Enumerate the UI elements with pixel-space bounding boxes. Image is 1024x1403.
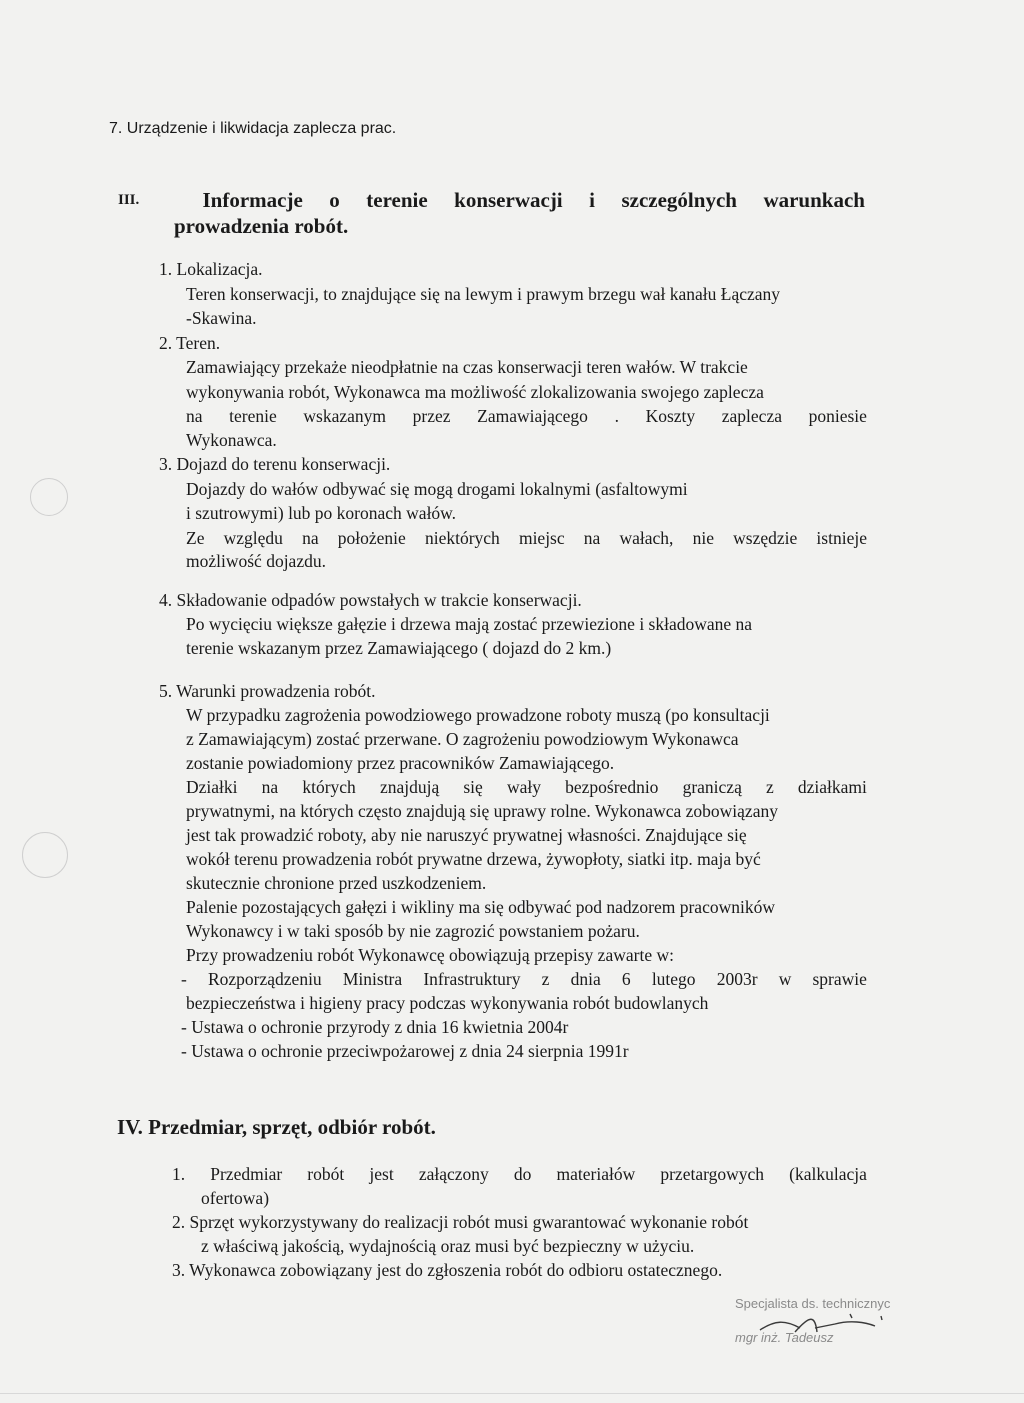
s3-item5-text: z Zamawiającym) zostać przerwane. O zagrożeniu powodziowym Wykonawca xyxy=(186,729,739,749)
s3-item5-text: prywatnymi, na których często znajdują się uprawy rolne. Wykonawca zobowiązany xyxy=(186,801,778,821)
s4-item2-text: z właściwą jakością, wydajnością oraz musi być bezpieczny w użyciu. xyxy=(201,1236,695,1256)
s3-item2-text: Zamawiający przekaże nieodpłatnie na czas konserwacji teren wałów. W trakcie xyxy=(186,357,748,377)
stamp-name: mgr inż. Tadeusz xyxy=(735,1330,834,1345)
s3-item4-heading: 4. Składowanie odpadów powstałych w trakcie konserwacji. xyxy=(159,590,582,610)
s3-item5-text: W przypadku zagrożenia powodziowego prowadzone roboty muszą (po konsultacji xyxy=(186,705,770,725)
section-4-heading: IV. Przedmiar, sprzęt, odbiór robót. xyxy=(117,1115,436,1139)
s3-item3-heading: 3. Dojazd do terenu konserwacji. xyxy=(159,454,391,474)
s3-item3-text: Ze względu na położenie niektórych miejsc na wałach, nie wszędzie istnieje xyxy=(186,528,867,548)
section-3-title-line1: III. Informacje o terenie konserwacji i szczególnych warunkach xyxy=(118,188,865,212)
s3-item5-text: zostanie powiadomiony przez pracowników Zamawiającego. xyxy=(186,753,615,773)
s3-item5-text: Działki na których znajdują się wały bezpośrednio graniczą z działkami xyxy=(186,777,867,797)
s3-item1-heading: 1. Lokalizacja. xyxy=(159,259,263,279)
s3-item3-text: Dojazdy do wałów odbywać się mogą drogami lokalnymi (asfaltowymi xyxy=(186,479,688,499)
s3-item3-text: i szutrowymi) lub po koronach wałów. xyxy=(186,503,457,523)
s3-item5-text: Przy prowadzeniu robót Wykonawcę obowiązują przepisy zawarte w: xyxy=(186,945,674,965)
s3-item2-heading: 2. Teren. xyxy=(159,333,221,353)
s3-item3-text: możliwość dojazdu. xyxy=(186,551,326,571)
s3-item5-text: - Ustawa o ochronie przeciwpożarowej z dnia 24 sierpnia 1991r xyxy=(181,1041,629,1061)
s3-item5-text: - Ustawa o ochronie przyrody z dnia 16 kwietnia 2004r xyxy=(181,1017,569,1037)
official-stamp xyxy=(735,1296,915,1346)
section-number: III. xyxy=(118,192,140,208)
s4-item1-text: 1. Przedmiar robót jest załączony do materiałów przetargowych (kalkulacja xyxy=(172,1164,867,1184)
s3-item2-text: Wykonawca. xyxy=(186,430,277,450)
s3-item5-text: wokół terenu prowadzenia robót prywatne drzewa, żywopłoty, siatki itp. maja być xyxy=(186,849,761,869)
s3-item2-text: na terenie wskazanym przez Zamawiającego . Koszty zaplecza poniesie xyxy=(186,406,867,426)
s4-item1-text: ofertowa) xyxy=(201,1188,270,1208)
section-3-heading xyxy=(118,187,865,238)
s4-item3-text: 3. Wykonawca zobowiązany jest do zgłoszenia robót do odbioru ostatecznego. xyxy=(172,1260,723,1280)
s3-item5-text: skutecznie chronione przed uszkodzeniem. xyxy=(186,873,487,893)
s3-item5-text: bezpieczeństwa i higieny pracy podczas wykonywania robót budowlanych xyxy=(186,993,709,1013)
s3-item5-heading: 5. Warunki prowadzenia robót. xyxy=(159,681,376,701)
s3-item5-text: jest tak prowadzić roboty, aby nie naruszyć prywatnej własności. Znajdujące się xyxy=(186,825,747,845)
s3-item1-text: -Skawina. xyxy=(186,308,257,328)
s3-item4-text: terenie wskazanym przez Zamawiającego ( dojazd do 2 km.) xyxy=(186,638,612,658)
s3-item2-text: wykonywania robót, Wykonawca ma możliwość zlokalizowania swojego zaplecza xyxy=(186,382,764,402)
top-item: 7. Urządzenie i likwidacja zaplecza prac. xyxy=(109,120,397,137)
stamp-title: Specjalista ds. technicznyc xyxy=(735,1296,891,1311)
punch-hole-top xyxy=(30,478,68,516)
section-3-title-line2: prowadzenia robót. xyxy=(174,214,349,238)
s4-item2-text: 2. Sprzęt wykorzystywany do realizacji robót musi gwarantować wykonanie robót xyxy=(172,1212,749,1232)
s3-item1-text: Teren konserwacji, to znajdujące się na lewym i prawym brzegu wał kanału Łączany xyxy=(186,284,781,304)
page-bottom-edge xyxy=(0,1393,1024,1394)
s3-item4-text: Po wycięciu większe gałęzie i drzewa mają zostać przewiezione i składowane na xyxy=(186,614,753,634)
s3-item5-text: Wykonawcy i w taki sposób by nie zagrozić powstaniem pożaru. xyxy=(186,921,640,941)
s3-item5-text: - Rozporządzeniu Ministra Infrastruktury z dnia 6 lutego 2003r w sprawie xyxy=(181,969,867,989)
punch-hole-bottom xyxy=(22,832,68,878)
s3-item5-text: Palenie pozostających gałęzi i wikliny ma się odbywać pod nadzorem pracowników xyxy=(186,897,775,917)
